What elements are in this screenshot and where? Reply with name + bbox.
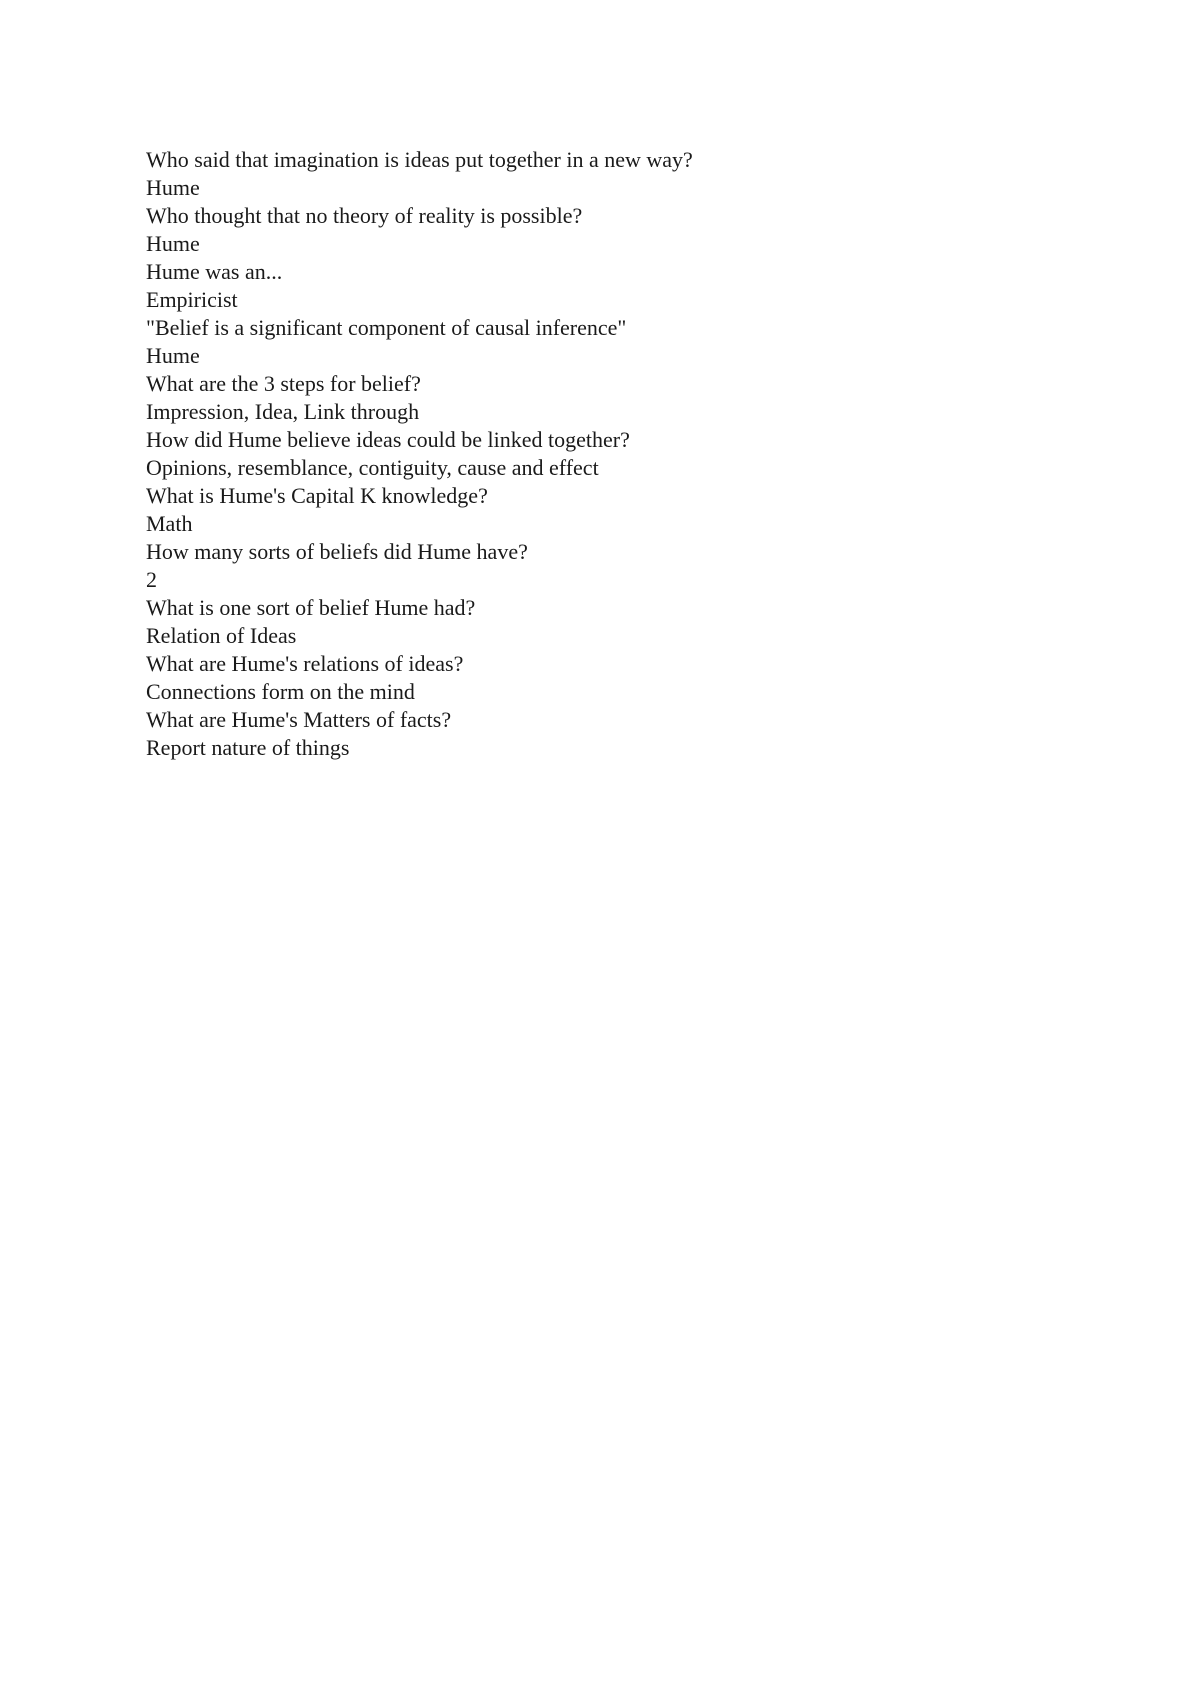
answer-line: Hume [146, 175, 200, 200]
answer-line: Hume [146, 343, 200, 368]
answer-line: Opinions, resemblance, contiguity, cause and effect [146, 455, 599, 480]
answer-line: Empiricist [146, 287, 238, 312]
question-line: What are Hume's Matters of facts? [146, 707, 452, 732]
question-line: Who thought that no theory of reality is possible? [146, 203, 583, 228]
question-line: What are the 3 steps for belief? [146, 371, 421, 396]
question-line: What is one sort of belief Hume had? [146, 595, 476, 620]
question-line: What is Hume's Capital K knowledge? [146, 483, 488, 508]
question-line: What are Hume's relations of ideas? [146, 651, 464, 676]
answer-line: Math [146, 511, 193, 536]
answer-line: Report nature of things [146, 735, 350, 760]
question-line: How did Hume believe ideas could be linked together? [146, 427, 630, 452]
answer-line: Connections form on the mind [146, 679, 415, 704]
answer-line: Impression, Idea, Link through [146, 399, 420, 424]
question-line: "Belief is a significant component of causal inference" [146, 315, 627, 340]
question-line: How many sorts of beliefs did Hume have? [146, 539, 528, 564]
question-line: Hume was an... [146, 259, 283, 284]
document-text-block [146, 146, 1046, 762]
answer-line: Relation of Ideas [146, 623, 297, 648]
question-line: Who said that imagination is ideas put together in a new way? [146, 147, 693, 172]
answer-line: 2 [146, 567, 157, 592]
answer-line: Hume [146, 231, 200, 256]
